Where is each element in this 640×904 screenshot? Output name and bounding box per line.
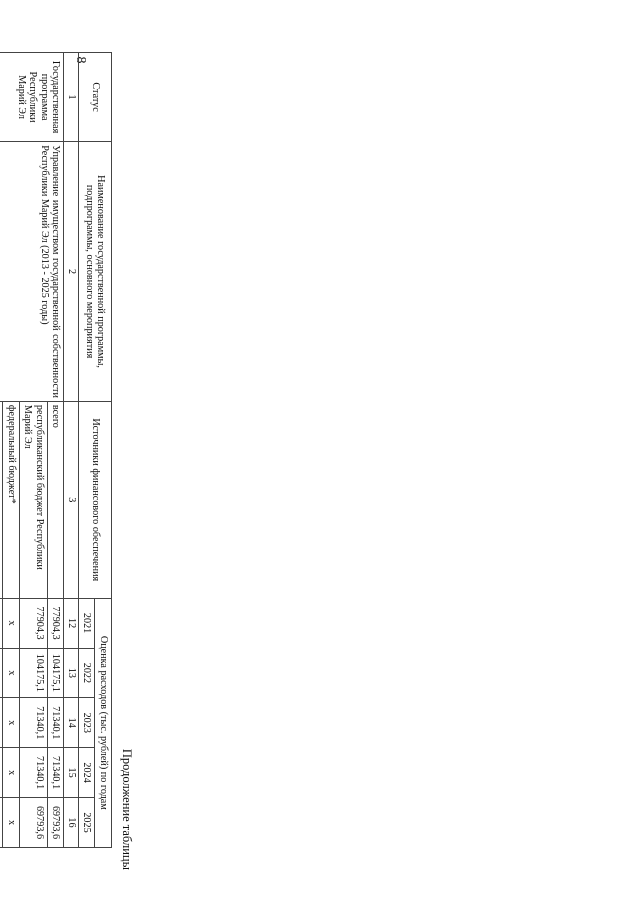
- year-value-cell: х: [3, 598, 20, 648]
- table-body: [0, 53, 64, 848]
- column-index: 15: [64, 748, 79, 798]
- year-value-cell: [0, 748, 3, 798]
- column-index: 14: [64, 698, 79, 748]
- year-value-cell: х: [3, 748, 20, 798]
- column-index: 3: [64, 401, 79, 598]
- year-value-cell: 77904,3: [20, 598, 48, 648]
- year-value-cell: 71340,1: [48, 748, 65, 798]
- year-value-cell: 77904,3: [48, 598, 65, 648]
- column-index: 2: [64, 142, 79, 402]
- year-value-cell: 71340,1: [20, 698, 48, 748]
- page-number: 8: [73, 56, 88, 64]
- header-year: 2023: [79, 698, 96, 748]
- header-year: 2025: [79, 798, 96, 848]
- year-value-cell: 69793,6: [20, 798, 48, 848]
- year-value-cell: х: [3, 798, 20, 848]
- header-year: 2022: [79, 648, 96, 698]
- header-name: Наименование государственной программы, подпрограммы, основного мероприятия: [79, 142, 112, 402]
- funding-source-cell: республиканский бюджет Республики Марий Эл: [20, 401, 48, 598]
- funding-source-cell: [0, 401, 3, 598]
- table-caption: Продолжение таблицы: [120, 748, 134, 870]
- year-value-cell: 104175,1: [20, 648, 48, 698]
- expenditure-table: [0, 52, 112, 848]
- header-year: 2024: [79, 748, 96, 798]
- header-source: Источники финансового обеспечения: [79, 401, 112, 598]
- funding-source-cell: всего: [48, 401, 65, 598]
- year-value-cell: х: [3, 698, 20, 748]
- year-value-cell: 69793,6: [48, 798, 65, 848]
- year-value-cell: [0, 598, 3, 648]
- column-index: 12: [64, 598, 79, 648]
- year-value-cell: х: [3, 648, 20, 698]
- table-row: [48, 53, 65, 848]
- year-value-cell: 104175,1: [48, 648, 65, 698]
- program-name-cell: Управление имуществом государственной собственности Республики Марий Эл (2013 - 2025 годы): [0, 142, 64, 402]
- column-index: 13: [64, 648, 79, 698]
- column-index: 1: [64, 53, 79, 142]
- year-value-cell: [0, 648, 3, 698]
- header-year: 2021: [79, 598, 96, 648]
- funding-source-cell: федеральный бюджет*: [3, 401, 20, 598]
- status-cell: Государственная программа Республики Марий Эл: [0, 53, 64, 142]
- year-value-cell: 71340,1: [48, 698, 65, 748]
- header-estimate: Оценка расходов (тыс. рублей) по годам: [95, 598, 112, 847]
- column-index: 16: [64, 798, 79, 848]
- header-status: Статус: [79, 53, 112, 142]
- year-value-cell: [0, 698, 3, 748]
- year-value-cell: 71340,1: [20, 748, 48, 798]
- column-index-row: [64, 53, 79, 848]
- year-value-cell: [0, 798, 3, 848]
